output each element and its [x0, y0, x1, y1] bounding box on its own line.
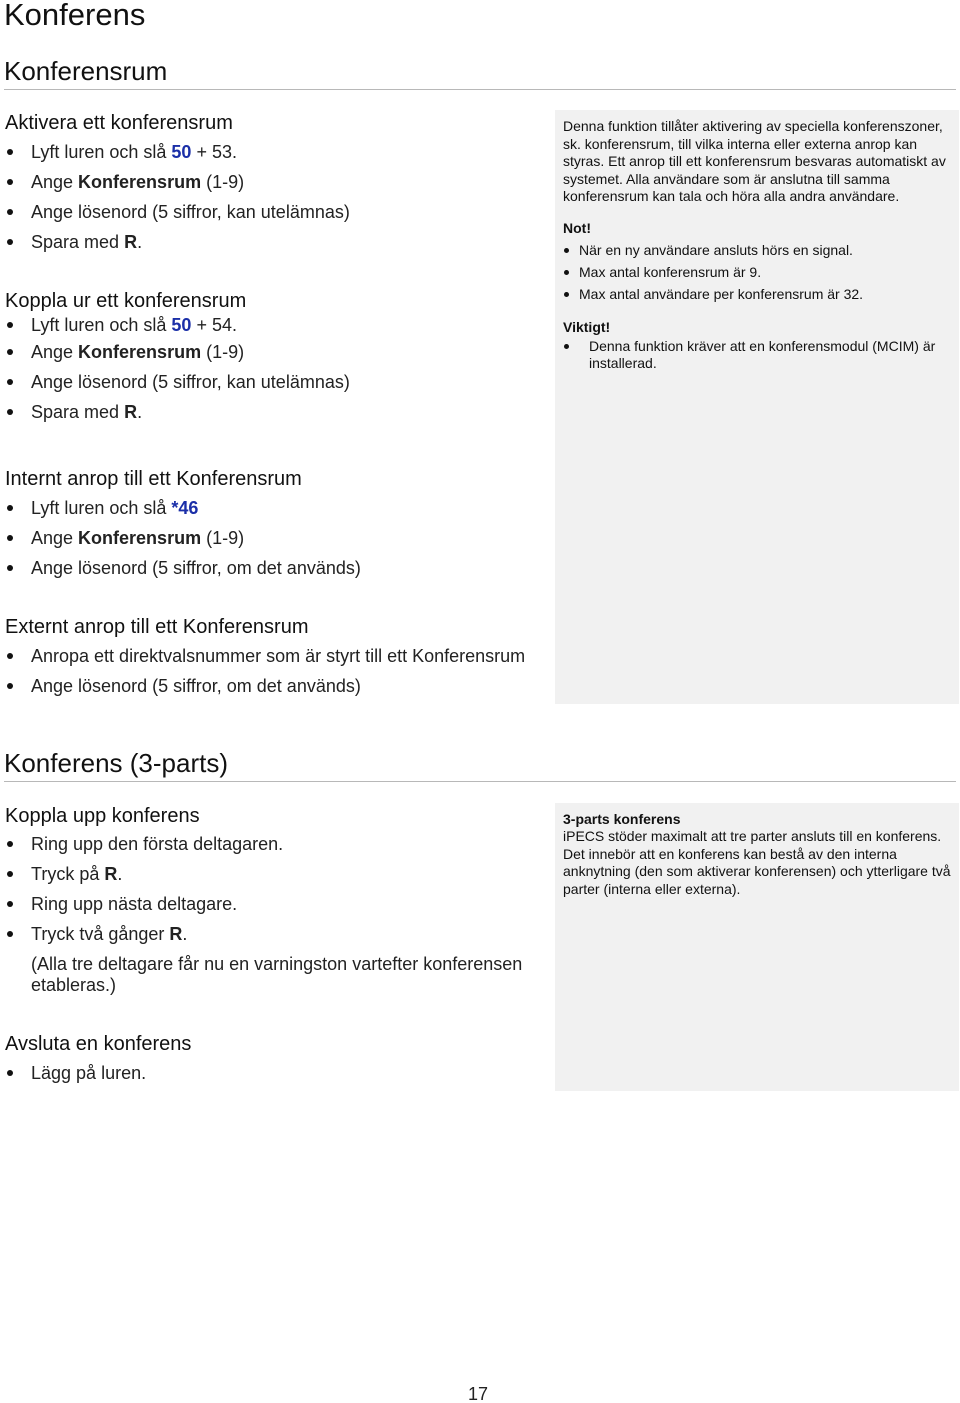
bullet-icon [7, 322, 13, 328]
list-item: (Alla tre deltagare får nu en varningston vartefter konferensen etableras.) [31, 954, 523, 995]
list-item: Anropa ett direktvalsnummer som är styrt till ett Konferensrum [5, 641, 550, 671]
panel-label: 3-parts konferens [563, 811, 681, 827]
list-item: Tryck på R. [5, 859, 550, 889]
bullet-icon [7, 871, 13, 877]
bullet-icon [7, 505, 13, 511]
panel-intro-text: Denna funktion tillåter aktivering av speciella konferenszoner, sk. konferensrum, till vilka interna eller externa anrop kan styras. Ett anrop till ett konferensrum besvaras automatiskt av systemet. Alla användare som är anslutna till samma konferensrum kan tala och höra alla andra användare. [563, 118, 946, 204]
steps-activate [5, 137, 550, 257]
list-item: Ange lösenord (5 siffror, om det används) [5, 671, 550, 701]
steps-external-call [5, 641, 550, 701]
bullet-icon [7, 149, 13, 155]
bullet-icon [7, 179, 13, 185]
list-item: Max antal användare per konferensrum är 32. [563, 283, 951, 305]
panel-text: iPECS stöder maximalt att tre parter ansluts till en konferens. Det innebör att en konferens kan bestå av den interna anknytning (den som aktiverar konferensen) och ytterligare två parter (interna eller externa). [563, 828, 951, 897]
section-divider [4, 89, 956, 90]
subheading-setup: Koppla upp konferens [5, 805, 200, 827]
bullet-icon [7, 409, 13, 415]
bullet-icon [7, 931, 13, 937]
list-item: Ange lösenord (5 siffror, kan utelämnas) [5, 197, 550, 227]
panel-important-label: Viktigt! [563, 318, 611, 335]
list-item: Ange Konferensrum (1-9) [5, 167, 550, 197]
bullet-icon [564, 248, 569, 253]
bullet-icon [7, 1070, 13, 1076]
steps-internal-call [5, 493, 550, 583]
bullet-icon [564, 270, 569, 275]
subheading-internal-call: Internt anrop till ett Konferensrum [5, 468, 302, 490]
steps-deactivate [5, 313, 550, 427]
bullet-icon [7, 209, 13, 215]
bullet-icon [564, 292, 569, 297]
steps-end [5, 1058, 550, 1088]
section-divider [4, 781, 956, 782]
subheading-activate: Aktivera ett konferensrum [5, 112, 233, 134]
list-item: Ange lösenord (5 siffror, om det används) [5, 553, 550, 583]
list-item: Ring upp nästa deltagare. [5, 889, 550, 919]
subheading-end: Avsluta en konferens [5, 1033, 192, 1055]
steps-setup [5, 829, 550, 996]
list-item: Lyft luren och slå 50 + 54. [5, 313, 550, 337]
section-heading-3-parts: Konferens (3-parts) [4, 748, 228, 778]
bullet-icon [7, 653, 13, 659]
page-title: Konferens [4, 0, 146, 32]
list-item: Lägg på luren. [5, 1058, 550, 1088]
bullet-icon [7, 901, 13, 907]
list-item: Lyft luren och slå *46 [5, 493, 550, 523]
bullet-icon [7, 565, 13, 571]
list-item: Tryck två gånger R. [5, 919, 550, 949]
bullet-icon [7, 239, 13, 245]
list-item: Spara med R. [5, 397, 550, 427]
subheading-external-call: Externt anrop till ett Konferensrum [5, 616, 309, 638]
list-item: Spara med R. [5, 227, 550, 257]
list-item: Max antal konferensrum är 9. [563, 261, 951, 283]
bullet-icon [7, 349, 13, 355]
panel-important-list [563, 338, 951, 372]
list-item: Ange Konferensrum (1-9) [5, 337, 550, 367]
subheading-deactivate: Koppla ur ett konferensrum [5, 290, 247, 312]
list-item: Denna funktion kräver att en konferensmodul (MCIM) är installerad. [563, 338, 951, 372]
panel-note-label: Not! [563, 219, 591, 236]
info-panel-konferensrum [555, 110, 959, 704]
bullet-icon [7, 379, 13, 385]
section-heading-konferensrum: Konferensrum [4, 56, 168, 86]
bullet-icon [564, 344, 569, 349]
list-item: Lyft luren och slå 50 + 53. [5, 137, 550, 167]
page-number: 17 [468, 1384, 489, 1403]
list-item: Ange Konferensrum (1-9) [5, 523, 550, 553]
list-item: Ring upp den första deltagaren. [5, 829, 550, 859]
bullet-icon [7, 841, 13, 847]
bullet-icon [7, 535, 13, 541]
panel-note-list [563, 239, 951, 305]
bullet-icon [7, 683, 13, 689]
list-item: Ange lösenord (5 siffror, kan utelämnas) [5, 367, 550, 397]
list-item: När en ny användare ansluts hörs en signal. [563, 239, 951, 261]
info-panel-3-parts [555, 803, 959, 1091]
